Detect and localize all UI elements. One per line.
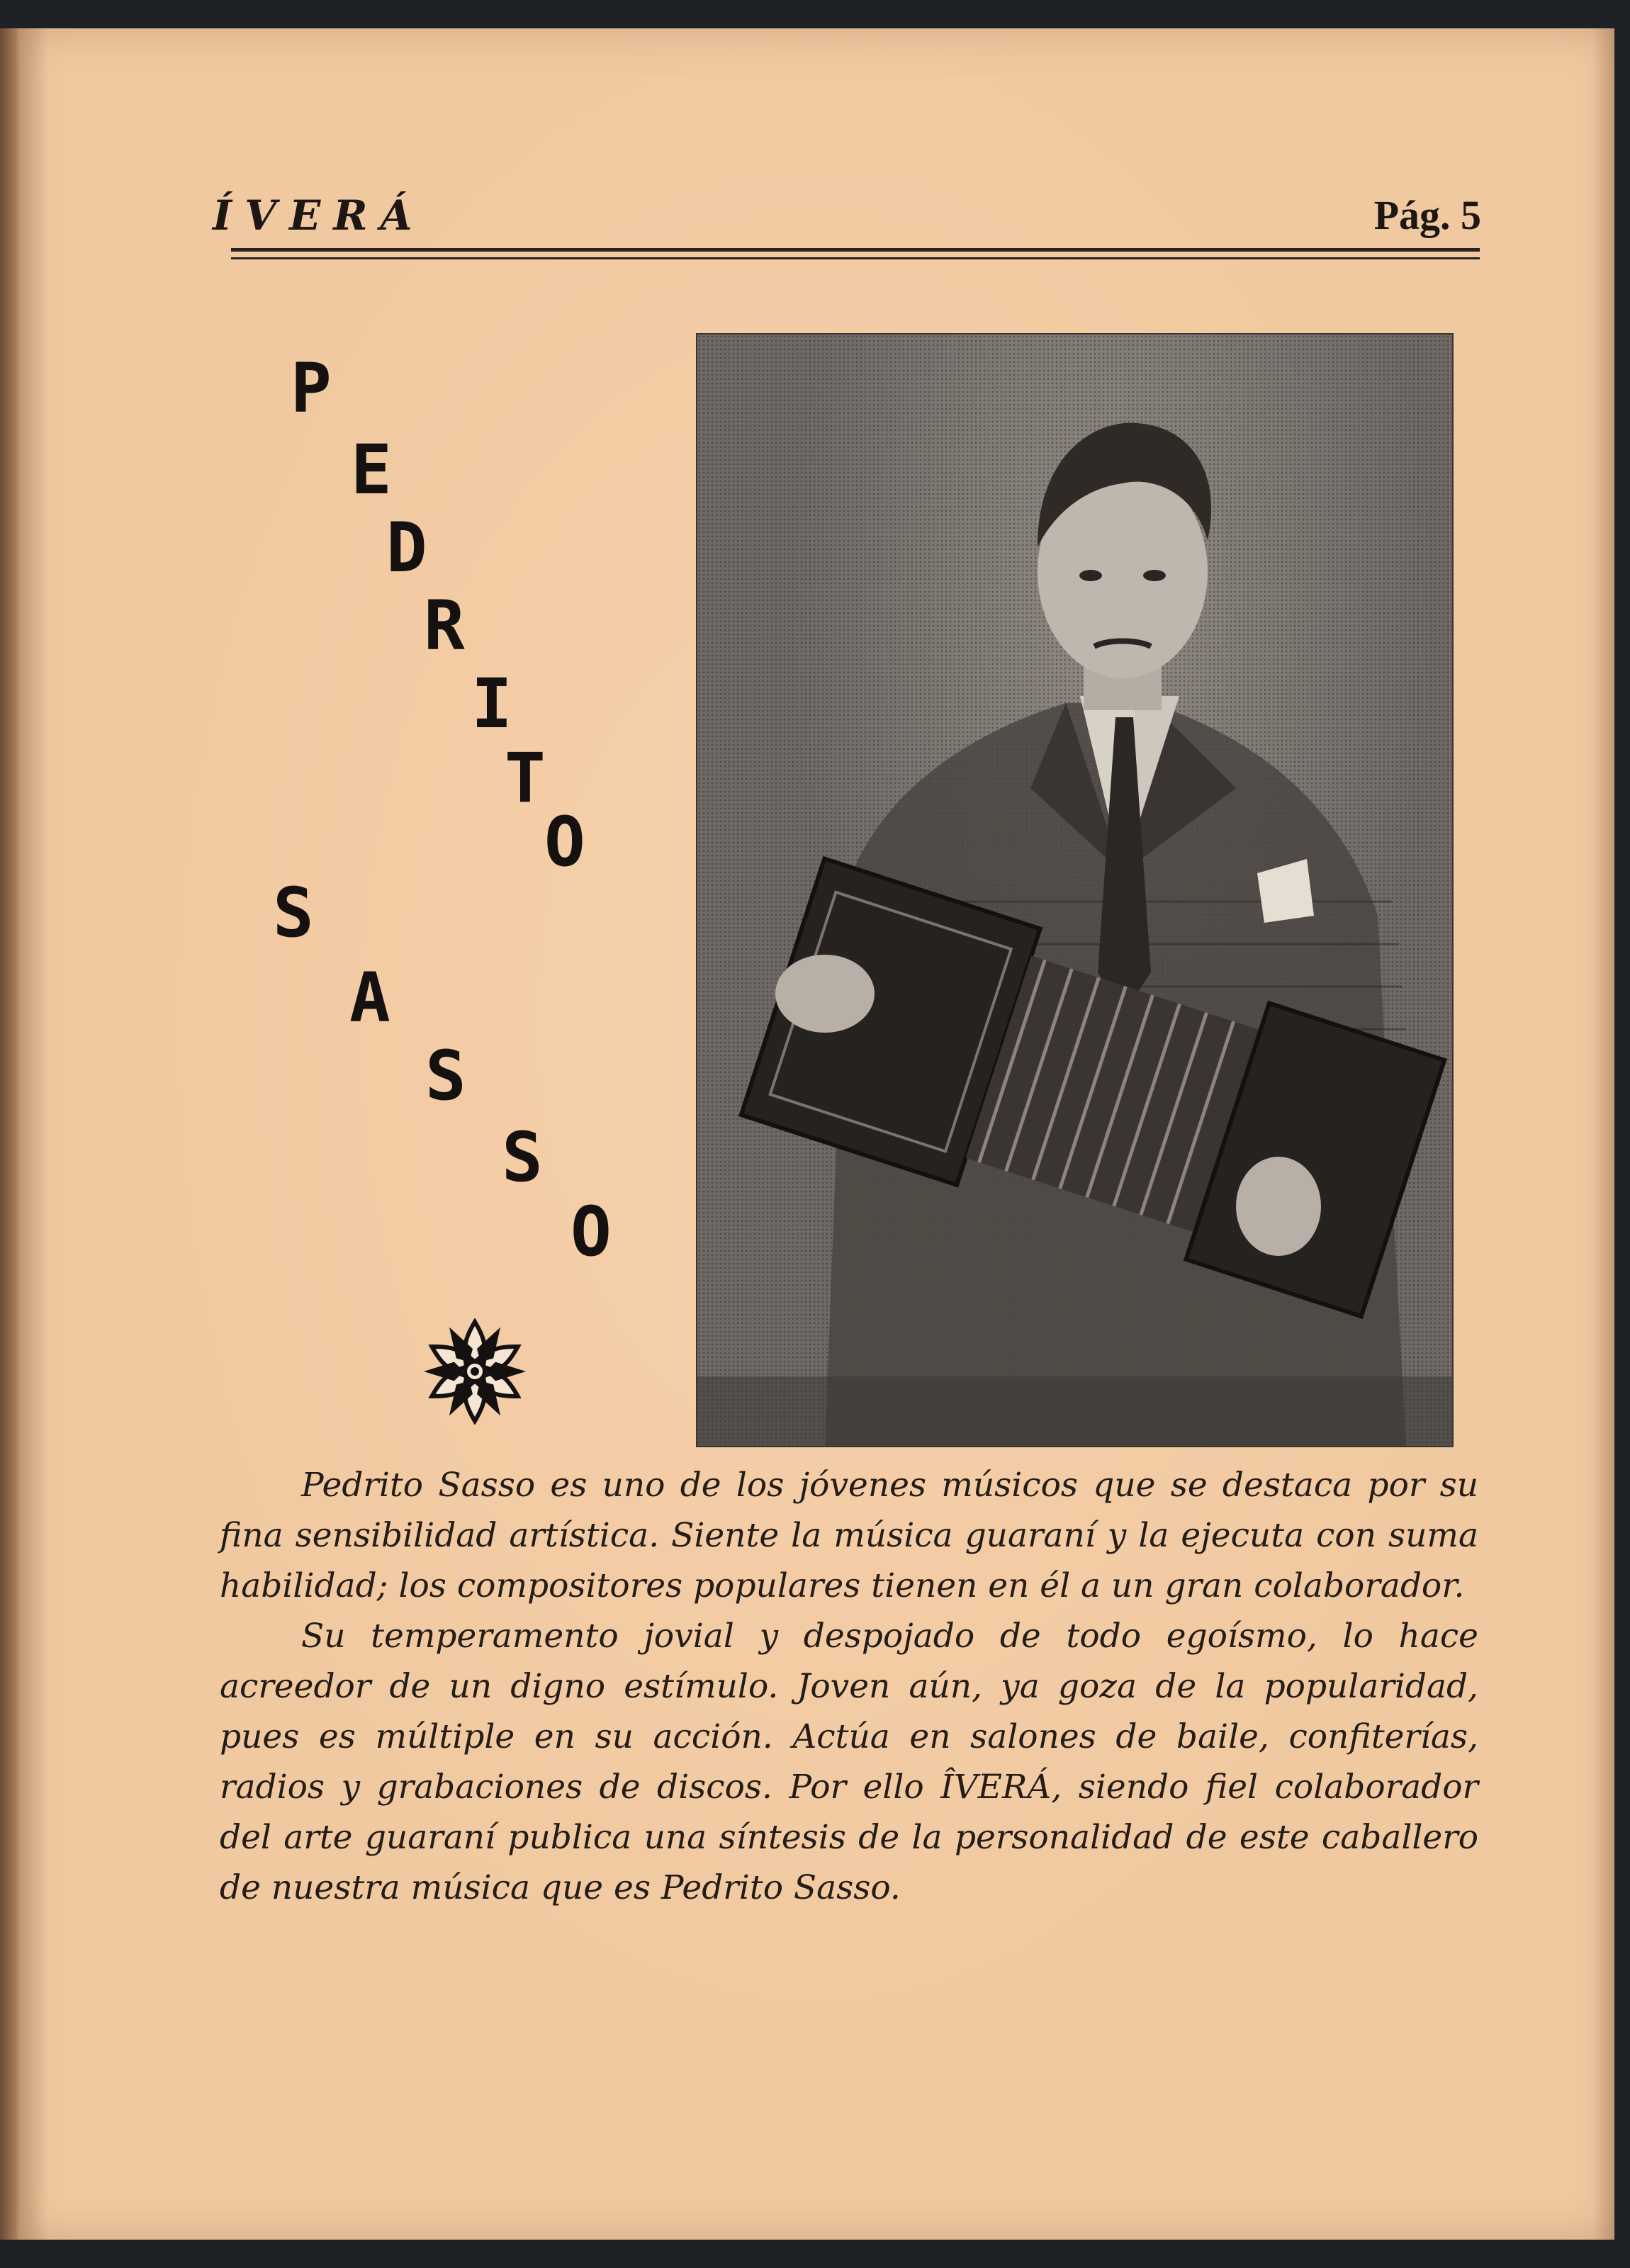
page-header [213, 191, 1481, 241]
article-paragraph: Su temperamento jovial y despojado de todo egoísmo, lo hace acreedor de un digno estímulo. Joven aún, ya goza de la popularidad, pues es múltiple en su acción. Actúa en salones de baile, confiterías, radios y grabaciones de discos. Por ello ÎVERÁ, siendo fiel colaborador del arte guaraní publica una síntesis de la personalidad de este caballero de nuestra música que es Pedrito Sasso. [220, 1617, 1478, 1907]
header-rule-thin [231, 257, 1480, 259]
title-letter: I [471, 664, 512, 743]
title-letter: A [349, 958, 390, 1038]
magazine-title: ÍVERÁ [213, 191, 425, 240]
title-letter: S [425, 1036, 466, 1116]
musician-figure [697, 335, 1452, 1446]
title-letter: S [273, 873, 314, 953]
page-number: Pág. 5 [1373, 192, 1481, 238]
title-letter: T [505, 739, 546, 818]
title-letter: R [424, 586, 465, 666]
header-rule-thick [231, 248, 1480, 252]
title-letter: P [291, 349, 332, 428]
article-paragraph: Pedrito Sasso es uno de los jóvenes músicos que se destaca por su fina sensibilidad artística. Siente la música guaraní y la ejecuta con suma habilidad; los compositores populares tienen en él a un gran colaborador. [220, 1466, 1478, 1605]
title-letter: D [386, 508, 427, 588]
title-letter: S [502, 1118, 543, 1197]
title-letter: O [570, 1192, 612, 1271]
article-body [220, 1460, 1478, 1913]
bandoneon-player-photo [696, 333, 1454, 1447]
title-letter: E [351, 430, 392, 510]
title-letter: O [544, 802, 585, 882]
flower-ornament-icon [422, 1318, 528, 1425]
